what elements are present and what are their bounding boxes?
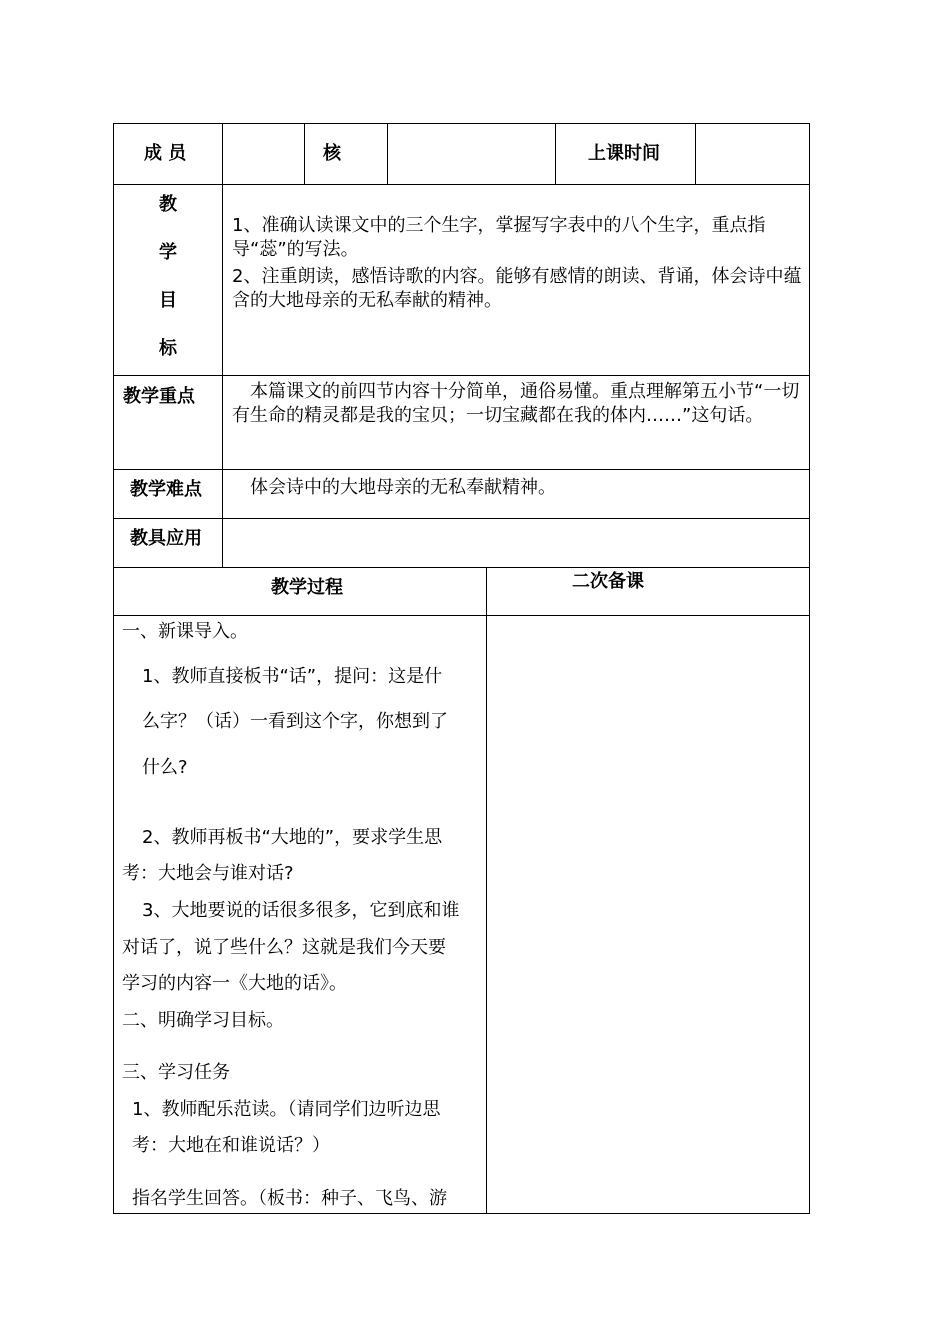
- process-line: 对话了，说了些什么？这就是我们今天要: [122, 937, 446, 958]
- col-divider: [222, 123, 223, 568]
- key-points-label: 教学重点: [123, 386, 195, 407]
- process-line: 1、教师配乐范读。（请同学们边听边思: [132, 1099, 441, 1120]
- process-line: 考：大地会与谁对话?: [122, 863, 294, 884]
- row-divider: [113, 518, 810, 519]
- member-label: 成 员: [144, 143, 187, 164]
- objectives-label-char: 学: [159, 242, 177, 263]
- objective-item: 2、注重朗读，感悟诗歌的内容。能够有感情的朗读、背诵，体会诗中蕴含的大地母亲的无私奉献的精神。: [232, 266, 802, 311]
- row-divider: [113, 567, 810, 568]
- process-heading: 教学过程: [271, 577, 343, 598]
- difficulties-text: 体会诗中的大地母亲的无私奉献精神。: [250, 477, 556, 498]
- col-divider: [387, 123, 388, 185]
- check-label: 核: [323, 143, 341, 164]
- objectives-label-char: 标: [159, 338, 177, 359]
- key-points-text: 本篇课文的前四节内容十分简单，通俗易懂。重点理解第五小节“一切有生命的精灵都是我的宝贝；一切宝藏都在我的体内……”这句话。: [232, 381, 800, 426]
- col-divider: [555, 123, 556, 185]
- col-divider: [304, 123, 305, 185]
- row-divider: [113, 184, 810, 185]
- tools-label: 教具应用: [130, 528, 202, 549]
- process-line: 2、教师再板书“大地的”，要求学生思: [142, 827, 443, 848]
- row-divider: [113, 375, 810, 376]
- difficulties-label: 教学难点: [130, 479, 202, 500]
- col-divider: [695, 123, 696, 185]
- objectives-label-char: 教: [159, 194, 177, 215]
- row-divider: [113, 469, 810, 470]
- process-line: 指名学生回答。（板书：种子、飞鸟、游: [132, 1188, 447, 1209]
- col-divider: [486, 567, 487, 1214]
- process-line: 学习的内容一《大地的话》。: [122, 973, 347, 994]
- process-line: 什么?: [142, 757, 188, 778]
- secondary-prep-heading: 二次备课: [572, 571, 644, 592]
- process-line: 3、大地要说的话很多很多，它到底和谁: [142, 900, 460, 921]
- process-line: 三、学习任务: [122, 1062, 230, 1083]
- objective-item: 1、准确认读课文中的三个生字，掌握写字表中的八个生字，重点指导“蕊”的写法。: [232, 215, 766, 260]
- process-line: 考：大地在和谁说话？）: [132, 1135, 330, 1156]
- objectives-label-char: 目: [159, 290, 177, 311]
- class-time-label: 上课时间: [588, 143, 660, 164]
- process-line: 么字？（话）一看到这个字，你想到了: [142, 711, 448, 732]
- process-line: 二、明确学习目标。: [122, 1010, 284, 1031]
- row-divider: [113, 615, 810, 616]
- process-line: 1、教师直接板书“话”，提问：这是什: [142, 666, 443, 687]
- process-line: 一、新课导入。: [122, 621, 248, 642]
